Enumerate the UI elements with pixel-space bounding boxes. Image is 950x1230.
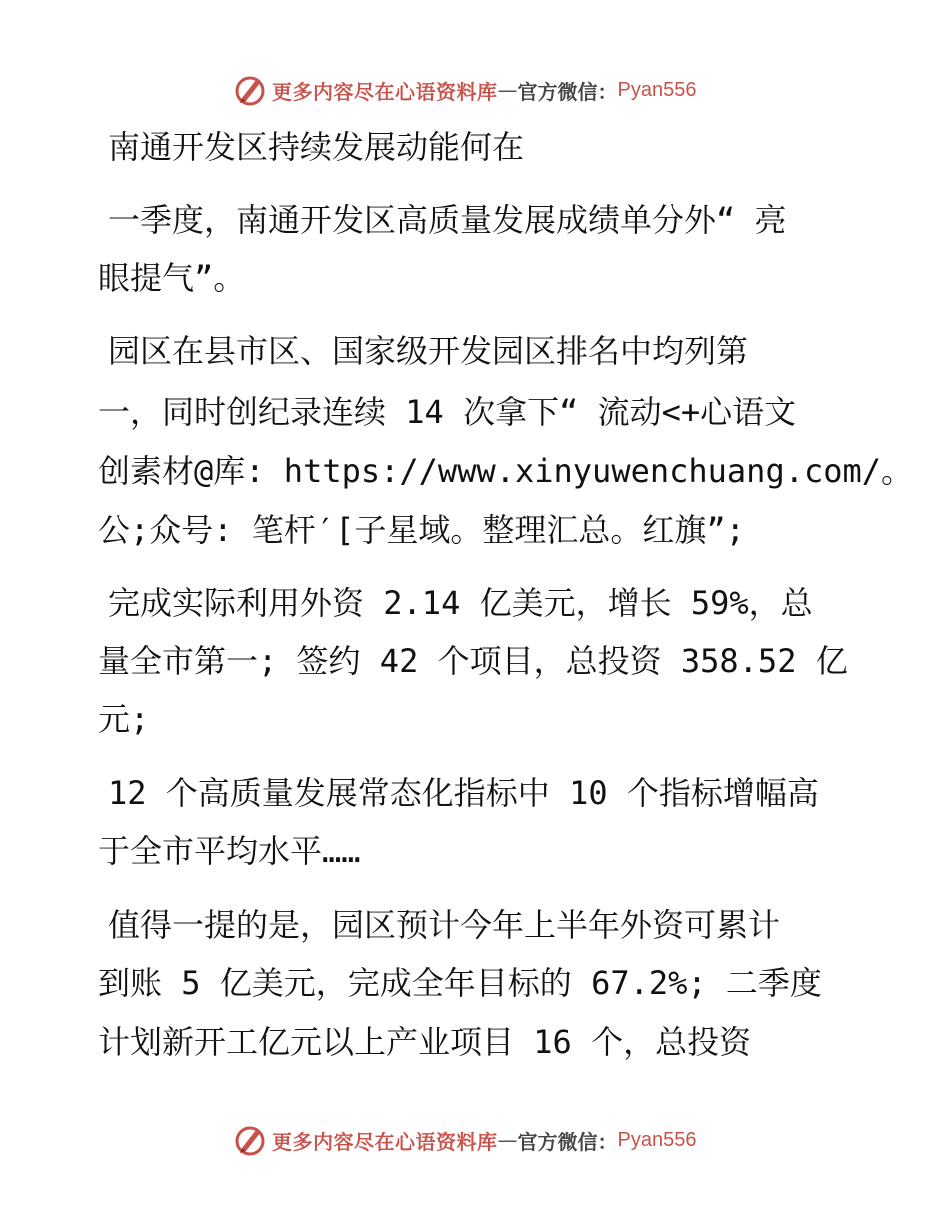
pen-nib-circle-icon xyxy=(232,1122,268,1158)
paragraph-line: 值得一提的是，园区预计今年上半年外资可累计 xyxy=(108,906,781,944)
banner-wechat-label: 官方微信： xyxy=(517,79,618,104)
paragraph-line: 一，同时创纪录连续 14 次拿下“ 流动<+心语文 xyxy=(98,393,797,431)
paragraph-line: 完成实际利用外资 2.14 亿美元，增长 59%，总 xyxy=(108,584,813,622)
paragraph-line: 眼提气”。 xyxy=(98,259,246,297)
banner-brand-text: 更多内容尽在心语资料库 xyxy=(272,79,498,104)
paragraph-line: 一季度，南通开发区高质量发展成绩单分外“ 亮 xyxy=(108,201,787,239)
paragraph-line: 计划新开工亿元以上产业项目 16 个，总投资 xyxy=(98,1023,752,1061)
paragraph-line: 公;众号: 笔杆′[子星域。整理汇总。红旗”; xyxy=(98,511,745,549)
paragraph-line: 创素材@库: https://www.xinyuwenchuang.com/。 xyxy=(98,452,914,490)
paragraph-line: 元; xyxy=(98,700,150,738)
paragraph-line: 12 个高质量发展常态化指标中 10 个指标增幅高 xyxy=(108,774,819,812)
paragraph-line: 于全市平均水平…… xyxy=(98,832,361,870)
paragraph-line: 到账 5 亿美元，完成全年目标的 67.2%; 二季度 xyxy=(98,964,822,1002)
paragraph-line: 园区在县市区、国家级开发园区排名中均列第 xyxy=(108,332,749,370)
banner-dash: — xyxy=(497,78,518,102)
banner-wechat-id: Pyan556 xyxy=(617,78,697,101)
document-title: 南通开发区持续发展动能何在 xyxy=(108,128,525,166)
banner-dash: — xyxy=(497,1128,518,1152)
banner-wechat-label: 官方微信： xyxy=(517,1129,618,1154)
footer-banner xyxy=(0,1120,950,1160)
pen-nib-circle-icon xyxy=(232,72,268,108)
header-banner xyxy=(0,70,950,110)
paragraph-line: 量全市第一; 签约 42 个项目，总投资 358.52 亿 xyxy=(98,642,848,680)
banner-brand-text: 更多内容尽在心语资料库 xyxy=(272,1129,498,1154)
banner-wechat-id: Pyan556 xyxy=(617,1128,697,1151)
